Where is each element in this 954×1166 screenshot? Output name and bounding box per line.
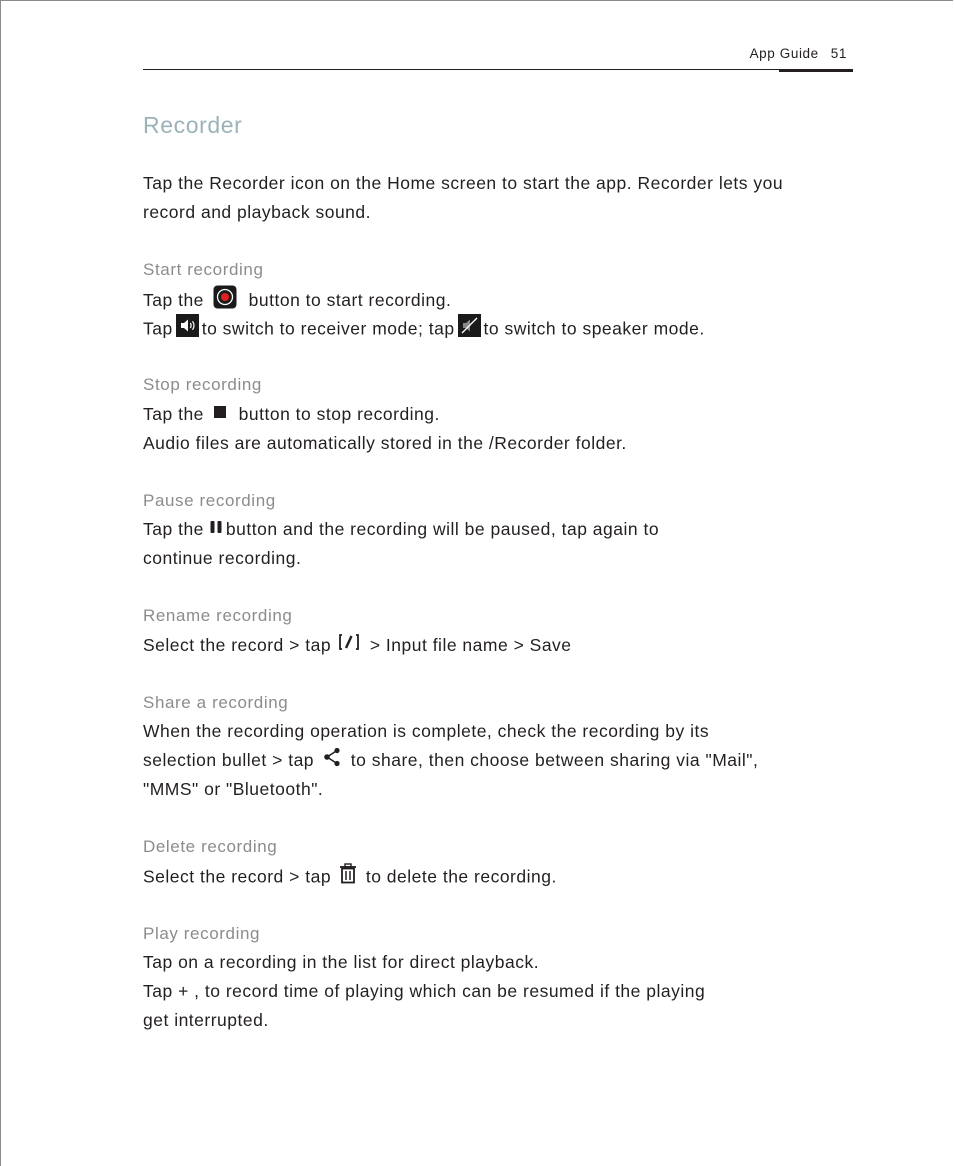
page-number: 51: [830, 46, 847, 61]
start-text-c: Tap: [143, 318, 173, 339]
stop-line-2: Audio files are automatically stored in the /Recorder folder.: [143, 433, 627, 453]
rename-text-a: Select the record > tap: [143, 635, 332, 655]
start-text-d: to switch to receiver mode; tap: [201, 318, 455, 339]
header-rule: [143, 69, 853, 70]
start-recording-heading: Start recording: [143, 260, 264, 279]
share-text-a: selection bullet > tap: [143, 750, 315, 771]
delete-text-a: Select the record > tap: [143, 866, 332, 887]
share-text-b: to share, then choose between sharing via "Mail",: [350, 750, 759, 771]
play-line-2: Tap + , to record time of playing which can be resumed if the playing: [143, 981, 706, 1001]
play-recording-heading: Play recording: [143, 924, 261, 943]
delete-icon: [339, 863, 357, 889]
start-text-a: Tap the: [143, 290, 204, 311]
pause-line-2: continue recording.: [143, 548, 302, 568]
delete-recording-heading: Delete recording: [143, 837, 278, 856]
stop-text-b: button to stop recording.: [238, 404, 440, 424]
share-recording-heading: Share a recording: [143, 693, 289, 712]
share-line-1: When the recording operation is complete, check the recording by its: [143, 721, 710, 741]
share-line-2: [143, 749, 758, 774]
rename-line-1: [143, 634, 572, 658]
header-section: App Guide: [749, 46, 819, 61]
rename-icon: [338, 633, 360, 656]
record-button-icon: [213, 285, 237, 314]
pause-recording-heading: Pause recording: [143, 491, 276, 510]
header-text: [750, 46, 847, 61]
page-header: [143, 44, 853, 70]
share-icon: [323, 747, 341, 772]
intro-line-1: Tap the Recorder icon on the Home screen to start the app. Recorder lets you: [143, 173, 784, 193]
pause-line-1: [143, 518, 659, 541]
pause-icon: [209, 517, 223, 539]
delete-line-1: [143, 865, 557, 891]
start-text-e: to switch to speaker mode.: [483, 318, 705, 339]
rename-recording-heading: Rename recording: [143, 606, 293, 625]
share-line-3: "MMS" or "Bluetooth".: [143, 779, 324, 799]
pause-text-a: Tap the: [143, 519, 204, 539]
stop-text-a: Tap the: [143, 404, 204, 424]
play-line-3: get interrupted.: [143, 1010, 269, 1030]
play-line-1: Tap on a recording in the list for direct playback.: [143, 952, 540, 972]
rename-text-b: > Input file name > Save: [369, 635, 572, 655]
start-line-2: [143, 316, 705, 344]
intro-line-2: record and playback sound.: [143, 202, 371, 222]
stop-line-1: [143, 403, 440, 426]
header-accent-bar: [779, 69, 853, 72]
stop-icon: [213, 402, 227, 424]
delete-text-b: to delete the recording.: [365, 866, 557, 887]
start-text-b: button to start recording.: [248, 290, 452, 311]
page-title: Recorder: [143, 112, 243, 138]
start-line-1: [143, 287, 451, 316]
stop-recording-heading: Stop recording: [143, 375, 262, 394]
pause-text-b: button and the recording will be paused, tap again to: [225, 519, 660, 539]
speaker-mode-icon: [458, 314, 481, 342]
receiver-mode-icon: [176, 314, 199, 342]
